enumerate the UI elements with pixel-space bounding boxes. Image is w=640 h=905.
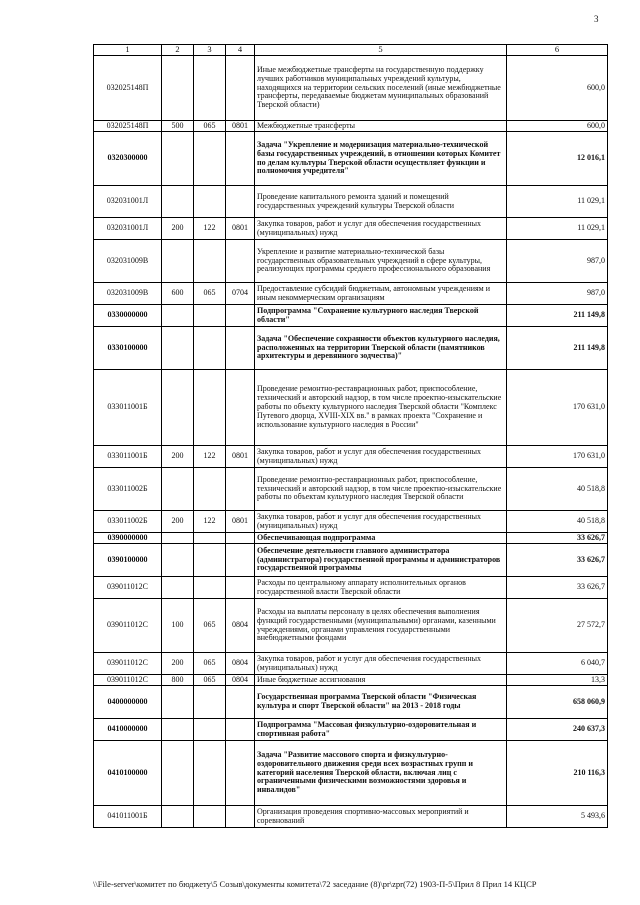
- section-code-cell: [226, 577, 255, 599]
- expense-type-cell: 200: [162, 218, 194, 240]
- section-code-cell: [226, 741, 255, 806]
- expense-type-cell: 100: [162, 599, 194, 653]
- budget-code-cell: 0410100000: [94, 741, 162, 806]
- amount-cell: 33 626,7: [507, 544, 608, 577]
- expense-type-cell: [162, 806, 194, 828]
- budget-code-cell: 032031009В: [94, 240, 162, 283]
- amount-cell: 27 572,7: [507, 599, 608, 653]
- budget-code-cell: 039011012С: [94, 653, 162, 675]
- budget-code-cell: 0390100000: [94, 544, 162, 577]
- expense-type-cell: 200: [162, 511, 194, 533]
- expense-type-cell: [162, 186, 194, 218]
- table-row: [94, 686, 608, 719]
- budget-code-cell: 0400000000: [94, 686, 162, 719]
- table-row: [94, 283, 608, 305]
- description-cell: Задача "Укрепление и модернизация материально-технической базы государственных учреждений, в отношении которых Комитет по делам культуры Тверской области осуществляет функции и полномочия учредителя": [255, 132, 507, 186]
- ministry-code-cell: 065: [194, 121, 226, 132]
- column-header: 1: [94, 45, 162, 56]
- expense-type-cell: [162, 305, 194, 327]
- amount-cell: 600,0: [507, 56, 608, 121]
- budget-code-cell: 033011002Б: [94, 468, 162, 511]
- table-header-row: [94, 45, 608, 56]
- table-row: [94, 446, 608, 468]
- expense-type-cell: [162, 719, 194, 741]
- section-code-cell: [226, 305, 255, 327]
- description-cell: Подпрограмма "Сохранение культурного наследия Тверской области": [255, 305, 507, 327]
- table-row: [94, 544, 608, 577]
- ministry-code-cell: 065: [194, 675, 226, 686]
- ministry-code-cell: [194, 305, 226, 327]
- table-row: [94, 132, 608, 186]
- ministry-code-cell: [194, 719, 226, 741]
- ministry-code-cell: [194, 370, 226, 446]
- expense-type-cell: [162, 533, 194, 544]
- column-header: 4: [226, 45, 255, 56]
- section-code-cell: 0801: [226, 446, 255, 468]
- amount-cell: 11 029,1: [507, 186, 608, 218]
- budget-code-cell: 032031001Л: [94, 218, 162, 240]
- file-path-footer: \\File-server\комитет по бюджету\5 Созыв\документы комитета\72 заседание (8)\pr\zpr(72) 1903-П-5\Прил 8 Прил 14 КЦСР: [93, 879, 537, 889]
- table-row: [94, 370, 608, 446]
- column-header: 3: [194, 45, 226, 56]
- budget-code-cell: 039011012С: [94, 599, 162, 653]
- table-row: [94, 56, 608, 121]
- description-cell: Обеспечение деятельности главного администратора (администратора) государственной программы и администраторов государственной программы: [255, 544, 507, 577]
- section-code-cell: 0801: [226, 218, 255, 240]
- description-cell: Проведение капитального ремонта зданий и помещений государственных учреждений культуры Тверской области: [255, 186, 507, 218]
- budget-code-cell: 032031009В: [94, 283, 162, 305]
- amount-cell: 170 631,0: [507, 370, 608, 446]
- expense-type-cell: [162, 468, 194, 511]
- expense-type-cell: 500: [162, 121, 194, 132]
- ministry-code-cell: [194, 327, 226, 370]
- amount-cell: 33 626,7: [507, 533, 608, 544]
- amount-cell: 987,0: [507, 240, 608, 283]
- section-code-cell: 0804: [226, 599, 255, 653]
- description-cell: Обеспечивающая подпрограмма: [255, 533, 507, 544]
- expense-type-cell: 800: [162, 675, 194, 686]
- description-cell: Укрепление и развитие материально-технической базы государственных образовательных учреждений в сфере культуры, реализующих программы среднего профессионального образования: [255, 240, 507, 283]
- description-cell: Проведение ремонтно-реставрационных работ, приспособление, технический и авторский надзор, в том числе проектно-изыскательские работы по объектам культурного наследия Тверской области: [255, 468, 507, 511]
- column-header: 2: [162, 45, 194, 56]
- description-cell: Подпрограмма "Массовая физкультурно-оздоровительная и спортивная работа": [255, 719, 507, 741]
- section-code-cell: [226, 533, 255, 544]
- description-cell: Расходы на выплаты персоналу в целях обеспечения выполнения функций государственными (муниципальными) органами, казенными учреждениями, органами управления государственными внебюджетными фондами: [255, 599, 507, 653]
- amount-cell: 987,0: [507, 283, 608, 305]
- amount-cell: 5 493,6: [507, 806, 608, 828]
- table-row: [94, 218, 608, 240]
- ministry-code-cell: [194, 56, 226, 121]
- expense-type-cell: 200: [162, 653, 194, 675]
- expense-type-cell: [162, 132, 194, 186]
- ministry-code-cell: [194, 577, 226, 599]
- ministry-code-cell: 122: [194, 511, 226, 533]
- table-row: [94, 599, 608, 653]
- description-cell: Задача "Обеспечение сохранности объектов культурного наследия, расположенных на территории Тверской области (памятников архитектуры и деревянного зодчества)": [255, 327, 507, 370]
- section-code-cell: 0804: [226, 675, 255, 686]
- ministry-code-cell: 065: [194, 283, 226, 305]
- budget-table: [93, 44, 608, 828]
- section-code-cell: [226, 544, 255, 577]
- table-row: [94, 305, 608, 327]
- description-cell: Межбюджетные трансферты: [255, 121, 507, 132]
- description-cell: Организация проведения спортивно-массовых мероприятий и соревнований: [255, 806, 507, 828]
- amount-cell: 240 637,3: [507, 719, 608, 741]
- table-row: [94, 121, 608, 132]
- budget-code-cell: 0390000000: [94, 533, 162, 544]
- section-code-cell: [226, 370, 255, 446]
- table-row: [94, 327, 608, 370]
- section-code-cell: [226, 186, 255, 218]
- expense-type-cell: 600: [162, 283, 194, 305]
- table-row: [94, 741, 608, 806]
- budget-code-cell: 032025148П: [94, 121, 162, 132]
- section-code-cell: [226, 686, 255, 719]
- budget-code-cell: 0320300000: [94, 132, 162, 186]
- expense-type-cell: [162, 370, 194, 446]
- amount-cell: 211 149,8: [507, 305, 608, 327]
- table-row: [94, 468, 608, 511]
- section-code-cell: [226, 468, 255, 511]
- ministry-code-cell: [194, 132, 226, 186]
- description-cell: Иные бюджетные ассигнования: [255, 675, 507, 686]
- description-cell: Государственная программа Тверской области "Физическая культура и спорт Тверской области" на 2013 - 2018 годы: [255, 686, 507, 719]
- description-cell: Закупка товаров, работ и услуг для обеспечения государственных (муниципальных) нужд: [255, 511, 507, 533]
- amount-cell: 6 040,7: [507, 653, 608, 675]
- ministry-code-cell: 065: [194, 653, 226, 675]
- expense-type-cell: [162, 686, 194, 719]
- ministry-code-cell: [194, 544, 226, 577]
- description-cell: Иные межбюджетные трансферты на государственную поддержку лучших работников муниципальных учреждений культуры, находящихся на территории сельских поселений (иные межбюджетные трансферты, передаваемые бюджетам муниципальных образований Тверской области): [255, 56, 507, 121]
- section-code-cell: [226, 56, 255, 121]
- column-header: 5: [255, 45, 507, 56]
- budget-code-cell: 033011001Б: [94, 446, 162, 468]
- ministry-code-cell: [194, 686, 226, 719]
- section-code-cell: [226, 132, 255, 186]
- ministry-code-cell: [194, 240, 226, 283]
- amount-cell: 13,3: [507, 675, 608, 686]
- section-code-cell: [226, 327, 255, 370]
- description-cell: Задача "Развитие массового спорта и физкультурно-оздоровительного движения среди всех возрастных групп и категорий населения Тверской области, включая лиц с ограниченными физическими возможностями здоровья и инвалидов": [255, 741, 507, 806]
- section-code-cell: 0704: [226, 283, 255, 305]
- description-cell: Проведение ремонтно-реставрационных работ, приспособление, технический и авторский надзор, в том числе проектно-изыскательские работы по объекту культурного наследия Тверской области "Комплекс Путевого дворца, XVIII-XIX вв." в рамках проекта "Сохранение и использование культурного наследия в России": [255, 370, 507, 446]
- ministry-code-cell: [194, 533, 226, 544]
- amount-cell: 600,0: [507, 121, 608, 132]
- budget-code-cell: 0330000000: [94, 305, 162, 327]
- amount-cell: 170 631,0: [507, 446, 608, 468]
- budget-code-cell: 0330100000: [94, 327, 162, 370]
- ministry-code-cell: 065: [194, 599, 226, 653]
- budget-code-cell: 0410000000: [94, 719, 162, 741]
- expense-type-cell: [162, 56, 194, 121]
- section-code-cell: 0801: [226, 121, 255, 132]
- ministry-code-cell: [194, 806, 226, 828]
- description-cell: Закупка товаров, работ и услуг для обеспечения государственных (муниципальных) нужд: [255, 446, 507, 468]
- budget-code-cell: 032025148П: [94, 56, 162, 121]
- section-code-cell: [226, 806, 255, 828]
- expense-type-cell: 200: [162, 446, 194, 468]
- column-header: 6: [507, 45, 608, 56]
- description-cell: Закупка товаров, работ и услуг для обеспечения государственных (муниципальных) нужд: [255, 218, 507, 240]
- expense-type-cell: [162, 544, 194, 577]
- amount-cell: 40 518,8: [507, 468, 608, 511]
- page-number: 3: [594, 14, 599, 24]
- ministry-code-cell: [194, 468, 226, 511]
- table-row: [94, 719, 608, 741]
- ministry-code-cell: [194, 741, 226, 806]
- description-cell: Предоставление субсидий бюджетным, автономным учреждениям и иным некоммерческим организациям: [255, 283, 507, 305]
- section-code-cell: [226, 240, 255, 283]
- amount-cell: 11 029,1: [507, 218, 608, 240]
- expense-type-cell: [162, 327, 194, 370]
- table-row: [94, 653, 608, 675]
- amount-cell: 211 149,8: [507, 327, 608, 370]
- budget-code-cell: 041011001Б: [94, 806, 162, 828]
- description-cell: Закупка товаров, работ и услуг для обеспечения государственных (муниципальных) нужд: [255, 653, 507, 675]
- amount-cell: 12 016,1: [507, 132, 608, 186]
- table-row: [94, 240, 608, 283]
- budget-code-cell: 033011001Б: [94, 370, 162, 446]
- table-row: [94, 511, 608, 533]
- amount-cell: 658 060,9: [507, 686, 608, 719]
- budget-code-cell: 039011012С: [94, 577, 162, 599]
- table-row: [94, 675, 608, 686]
- expense-type-cell: [162, 577, 194, 599]
- amount-cell: 33 626,7: [507, 577, 608, 599]
- description-cell: Расходы по центральному аппарату исполнительных органов государственной власти Тверской области: [255, 577, 507, 599]
- table-row: [94, 577, 608, 599]
- amount-cell: 40 518,8: [507, 511, 608, 533]
- section-code-cell: 0801: [226, 511, 255, 533]
- table-row: [94, 186, 608, 218]
- section-code-cell: 0804: [226, 653, 255, 675]
- table-row: [94, 533, 608, 544]
- budget-code-cell: 033011002Б: [94, 511, 162, 533]
- ministry-code-cell: 122: [194, 218, 226, 240]
- table-row: [94, 806, 608, 828]
- budget-code-cell: 039011012С: [94, 675, 162, 686]
- amount-cell: 210 116,3: [507, 741, 608, 806]
- budget-code-cell: 032031001Л: [94, 186, 162, 218]
- section-code-cell: [226, 719, 255, 741]
- ministry-code-cell: 122: [194, 446, 226, 468]
- ministry-code-cell: [194, 186, 226, 218]
- expense-type-cell: [162, 240, 194, 283]
- expense-type-cell: [162, 741, 194, 806]
